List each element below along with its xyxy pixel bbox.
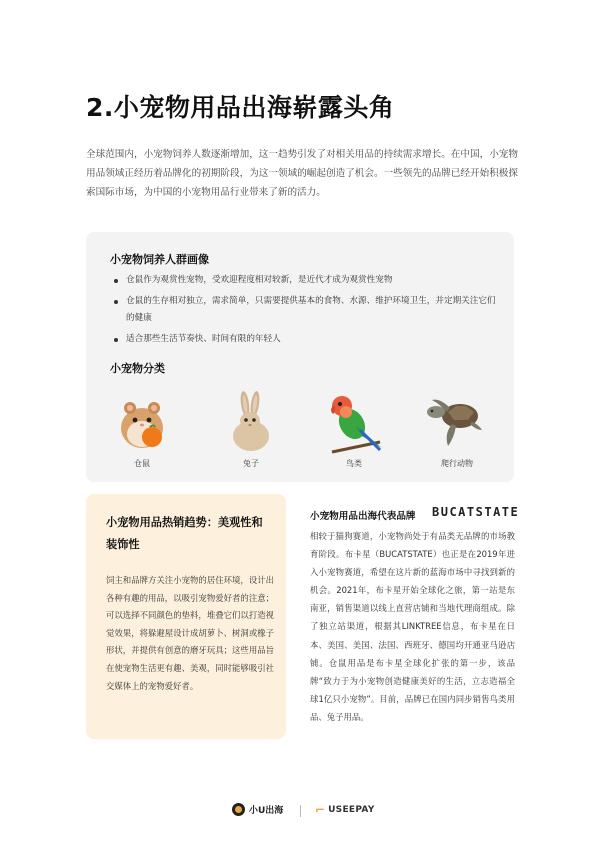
turtle-icon [422, 390, 492, 454]
trend-text: 饲主和品牌方关注小宠物的居住环境，设计出各种有趣的用品，以吸引宠物爱好者的注意；可以选择不同颜色的垫料，堆叠它们以打造视觉效果，将躲避屋设计成胡萝卜、树洞或橡子形状，并提供有创意的磨牙玩具；这些用品旨在使宠物生活更有趣、美观，同时能够吸引社交媒体上的宠物爱好者。 [106, 575, 274, 691]
brand-text: 相较于猫狗赛道，小宠物尚处于有品类无品牌的市场教育阶段。布卡星（BUCATSTATE）也正是在2019年进入小宠物赛道，希望在这片新的蓝海市场中寻找到新的机会。2021年，布卡星开始全球化之旅，第一站是东南亚，销售渠道以线上直营店铺和当地代理商组成。除了独立站渠道，根据其LINKTREE信息，布卡星在日本、美国、美国、法国、西班牙、德国均开通亚马逊店铺。仓鼠用品是布卡星全球化扩张的第一步，该品牌“致力于为小宠物创造健康美好的生活，立志造福全球1亿只小宠物”。目前，品牌已在国内同步销售鸟类用品、兔子用品。 [310, 531, 515, 722]
footer-right-logo [315, 803, 375, 817]
list-item: 仓鼠作为观赏性宠物，受欢迎程度相对较新，是近代才成为观赏性宠物 [110, 272, 500, 289]
profile-title: 小宠物饲养人群画像 [110, 253, 209, 266]
hamster-icon [112, 390, 172, 454]
bullet-icon [114, 300, 118, 304]
animal-label: 爬行动物 [441, 459, 473, 468]
profile-list [110, 272, 500, 352]
animal-hamster [102, 390, 182, 469]
intro-paragraph: 全球范围内，小宠物饲养人数逐渐增加，这一趋势引发了对相关用品的持续需求增长。在中国，小宠物用品领域正经历着品牌化的初期阶段，为这一领域的崛起创造了机会。一些领先的品牌已经开始积极探索国际市场，为中国的小宠物用品行业带来了新的活力。 [86, 149, 518, 198]
rabbit-icon [221, 390, 281, 454]
parrot-icon [322, 390, 386, 454]
xiaou-logo-icon [232, 803, 245, 816]
animal-turtle [417, 390, 497, 469]
animal-label: 仓鼠 [134, 459, 150, 468]
animal-rabbit [211, 390, 291, 469]
footer-left-text: 小U出海 [249, 806, 284, 816]
animal-label: 鸟类 [346, 459, 362, 468]
footer [0, 803, 600, 823]
classification-title: 小宠物分类 [110, 362, 165, 375]
page-title: 2.小宠物用品出海崭露头角 [86, 93, 395, 122]
brand-logo: BUCATSTATE [432, 505, 520, 519]
animal-parrot [314, 390, 394, 469]
brand-heading: 小宠物用品出海代表品牌 [310, 511, 416, 522]
bullet-icon [114, 338, 118, 342]
footer-separator [300, 805, 301, 817]
profile-panel [86, 232, 514, 482]
animal-label: 兔子 [243, 459, 259, 468]
list-item: 适合那些生活节奏快、时间有限的年轻人 [110, 331, 500, 348]
footer-right-text: USEEPAY [328, 805, 375, 815]
trend-panel [86, 494, 286, 739]
trend-title: 小宠物用品热销趋势：美观性和装饰性 [106, 516, 263, 551]
bullet-icon [114, 279, 118, 283]
list-item: 仓鼠的生存相对独立，需求简单，只需要提供基本的食物、水源、维护环境卫生，并定期关注它们的健康 [110, 293, 500, 327]
footer-left-logo [232, 803, 283, 816]
useepay-logo-icon: ⌐ [315, 803, 326, 817]
